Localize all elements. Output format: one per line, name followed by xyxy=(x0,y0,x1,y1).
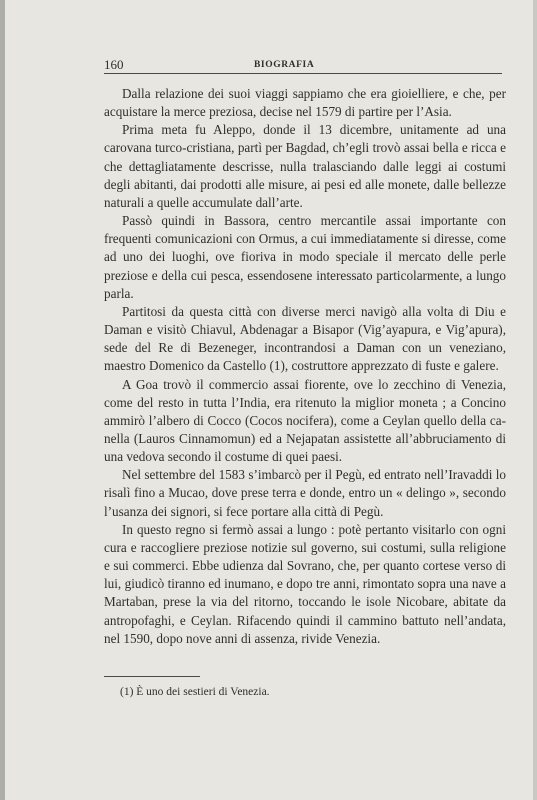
footnote: (1) È uno dei sestieri di Venezia. xyxy=(120,686,270,698)
footnote-rule xyxy=(104,676,200,677)
paragraph: Dalla relazione dei suoi viaggi sappiamo che era gioielliere, e che, per acquistare la merce preziosa, decise nel 1579 di partire per l’Asia. xyxy=(104,86,506,120)
page-number: 160 xyxy=(104,57,124,72)
paragraph: Passò quindi in Bassora, centro mercantile assai importante con frequenti comunicazioni con Ormus, a cui immediatamente si diresse, come ad uno dei luoghi, ove fioriva in modo speciale il mercato delle perle preziose e della cui pesca, essendosene interessato particolarmente, a lungo parla. xyxy=(104,213,506,301)
page-header xyxy=(104,56,502,74)
header-rule xyxy=(104,73,502,74)
body-text xyxy=(104,85,506,648)
paragraph: Prima meta fu Aleppo, donde il 13 dicembre, unitamente ad una carovana turco-cristiana, partì per Bagdad, ch’egli trovò assai bella e ricca e che dettagliatamente descrisse, nulla tralasciando dalle leggi ai costumi degli abitanti, dai prodotti alle misure, ai pesi ed alle monete, dalle bellezze naturali a quelle accumulate dall’arte. xyxy=(104,122,506,210)
paragraph: Nel settembre del 1583 s’imbarcò per il Pegù, ed entrato nell’Iravaddi lo risalì fino a Mucao, dove prese terra e donde, entro un « delingo », secondo l’usanza dei signori, si fece portare alla città di Pegù. xyxy=(104,467,506,519)
running-head: BIOGRAFIA xyxy=(254,60,315,70)
paragraph: Partitosi da questa città con diverse merci navigò alla volta di Diu e Daman e visitò Chiavul, Abdenagar a Bisapor (Vig’ayapura, e Vig’apura), sede del Re di Bezeneger, incontrandosi a Daman con un veneziano, maestro Domenico da Castello (1), costruttore apprezzato di fuste e galere. xyxy=(104,303,506,374)
page-right-edge xyxy=(533,0,537,800)
paragraph: A Goa trovò il commercio assai fiorente, ove lo zecchino di Venezia, come del resto in tutta l’India, era ritenuto la miglior moneta ; a Concino ammirò l’albero di Cocco (Cocos nocifera), come a Ceylan quello della ca-nella (Lauros Cinnamomun) ed a Nejapatan assistette all’abbruciamento di una vedova secondo il costume di quei paesi. xyxy=(104,376,506,465)
paragraph: In questo regno si fermò assai a lungo : potè pertanto visitarlo con ogni cura e raccogliere preziose notizie sul governo, sui costumi, sulla religione e sui commerci. Ebbe udienza dal Sovrano, che, per quanto cortese verso di lui, giudicò tiranno ed inumano, e dopo tre anni, rimontato sopra una nave a Martaban, prese la via del ritorno, toccando le isole Nicobare, abitate da antropofaghi, e Ceylan. Rifacendo quindi il cammino battuto nell’andata, nel 1590, dopo nove anni di assenza, rivide Venezia. xyxy=(104,521,506,646)
page-left-edge xyxy=(0,0,5,800)
